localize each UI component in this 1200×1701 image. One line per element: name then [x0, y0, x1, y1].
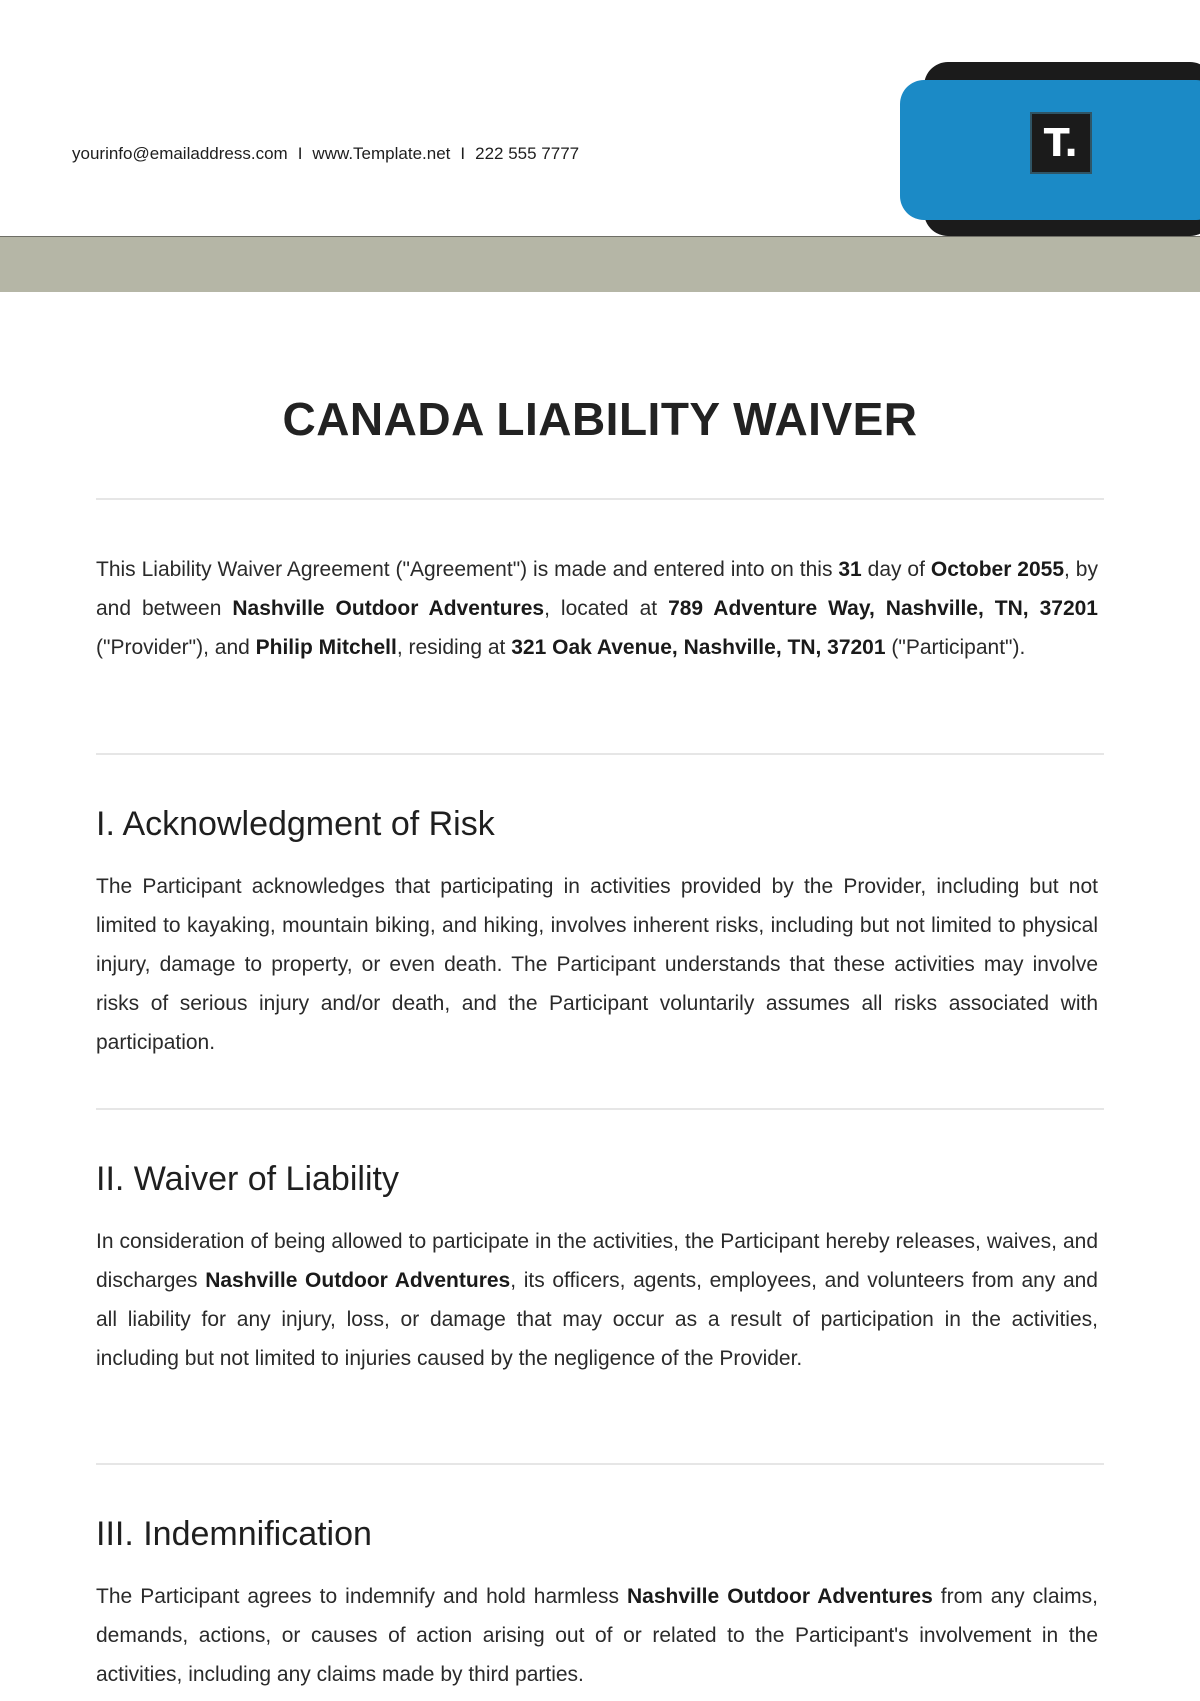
- contact-line: [72, 144, 579, 164]
- agreement-month-year: October 2055: [930, 558, 1065, 581]
- document-title: CANADA LIABILITY WAIVER: [282, 393, 918, 445]
- provider-name: Nashville Outdoor Adventures: [626, 1585, 933, 1608]
- template-logo: T.: [1030, 112, 1092, 174]
- document-header: [0, 0, 1200, 292]
- contact-website[interactable]: www.Template.net: [312, 144, 451, 163]
- participant-name: Philip Mitchell: [255, 636, 397, 659]
- intro-text: ("Provider"), and: [96, 636, 256, 659]
- section-heading-acknowledgment: I. Acknowledgment of Risk: [96, 805, 495, 843]
- contact-separator: I: [297, 144, 303, 163]
- section-body-acknowledgment: The Participant acknowledges that participating in activities provided by the Provider, including but not limited to kayaking, mountain biking, and hiking, involves inherent risks, including but not limited to physical injury, damage to property, or even death. The Participant understands that these activities may involve risks of serious injury and/or death, and the Participant voluntarily assumes all risks associated with participation.: [96, 875, 1098, 1054]
- intro-text: day of: [861, 558, 931, 581]
- intro-text: , residing at: [396, 636, 512, 659]
- provider-name: Nashville Outdoor Adventures: [232, 597, 545, 620]
- participant-address: 321 Oak Avenue, Nashville, TN, 37201: [511, 636, 886, 659]
- provider-name: Nashville Outdoor Adventures: [205, 1269, 511, 1292]
- waiver-text: In consideration of being allowed to participate in the activities, the Participant hereby releases, waives, and discharges: [96, 1230, 1098, 1292]
- agreement-day: 31: [838, 558, 862, 581]
- section-heading-waiver: II. Waiver of Liability: [96, 1160, 399, 1198]
- indemnification-text: from any claims, demands, actions, or causes of action arising out of or related to the Participant's involvement in the activities, including any claims made by third parties.: [96, 1585, 1098, 1686]
- divider: [96, 1108, 1104, 1110]
- contact-phone: 222 555 7777: [475, 144, 580, 163]
- intro-text: ("Participant").: [885, 636, 1026, 659]
- contact-email[interactable]: yourinfo@emailaddress.com: [72, 144, 288, 163]
- intro-paragraph: [96, 550, 1098, 667]
- header-band: [0, 236, 1200, 292]
- intro-text: , located at: [544, 597, 669, 620]
- section-body-waiver: [96, 1222, 1098, 1378]
- section-heading-indemnification: III. Indemnification: [96, 1515, 372, 1553]
- divider: [96, 753, 1104, 755]
- intro-text: This Liability Waiver Agreement ("Agreement") is made and entered into on this: [96, 558, 839, 581]
- divider: [96, 1463, 1104, 1465]
- section-body-indemnification: [96, 1577, 1098, 1694]
- provider-address: 789 Adventure Way, Nashville, TN, 37201: [668, 597, 1098, 620]
- contact-separator: I: [460, 144, 466, 163]
- indemnification-text: The Participant agrees to indemnify and hold harmless: [96, 1585, 627, 1608]
- intro-text: , by and between: [96, 558, 1098, 620]
- waiver-text: , its officers, agents, employees, and volunteers from any and all liability for any injury, loss, or damage that may occur as a result of participation in the activities, including but not limited to injuries caused by the negligence of the Provider.: [96, 1269, 1098, 1370]
- divider: [96, 498, 1104, 500]
